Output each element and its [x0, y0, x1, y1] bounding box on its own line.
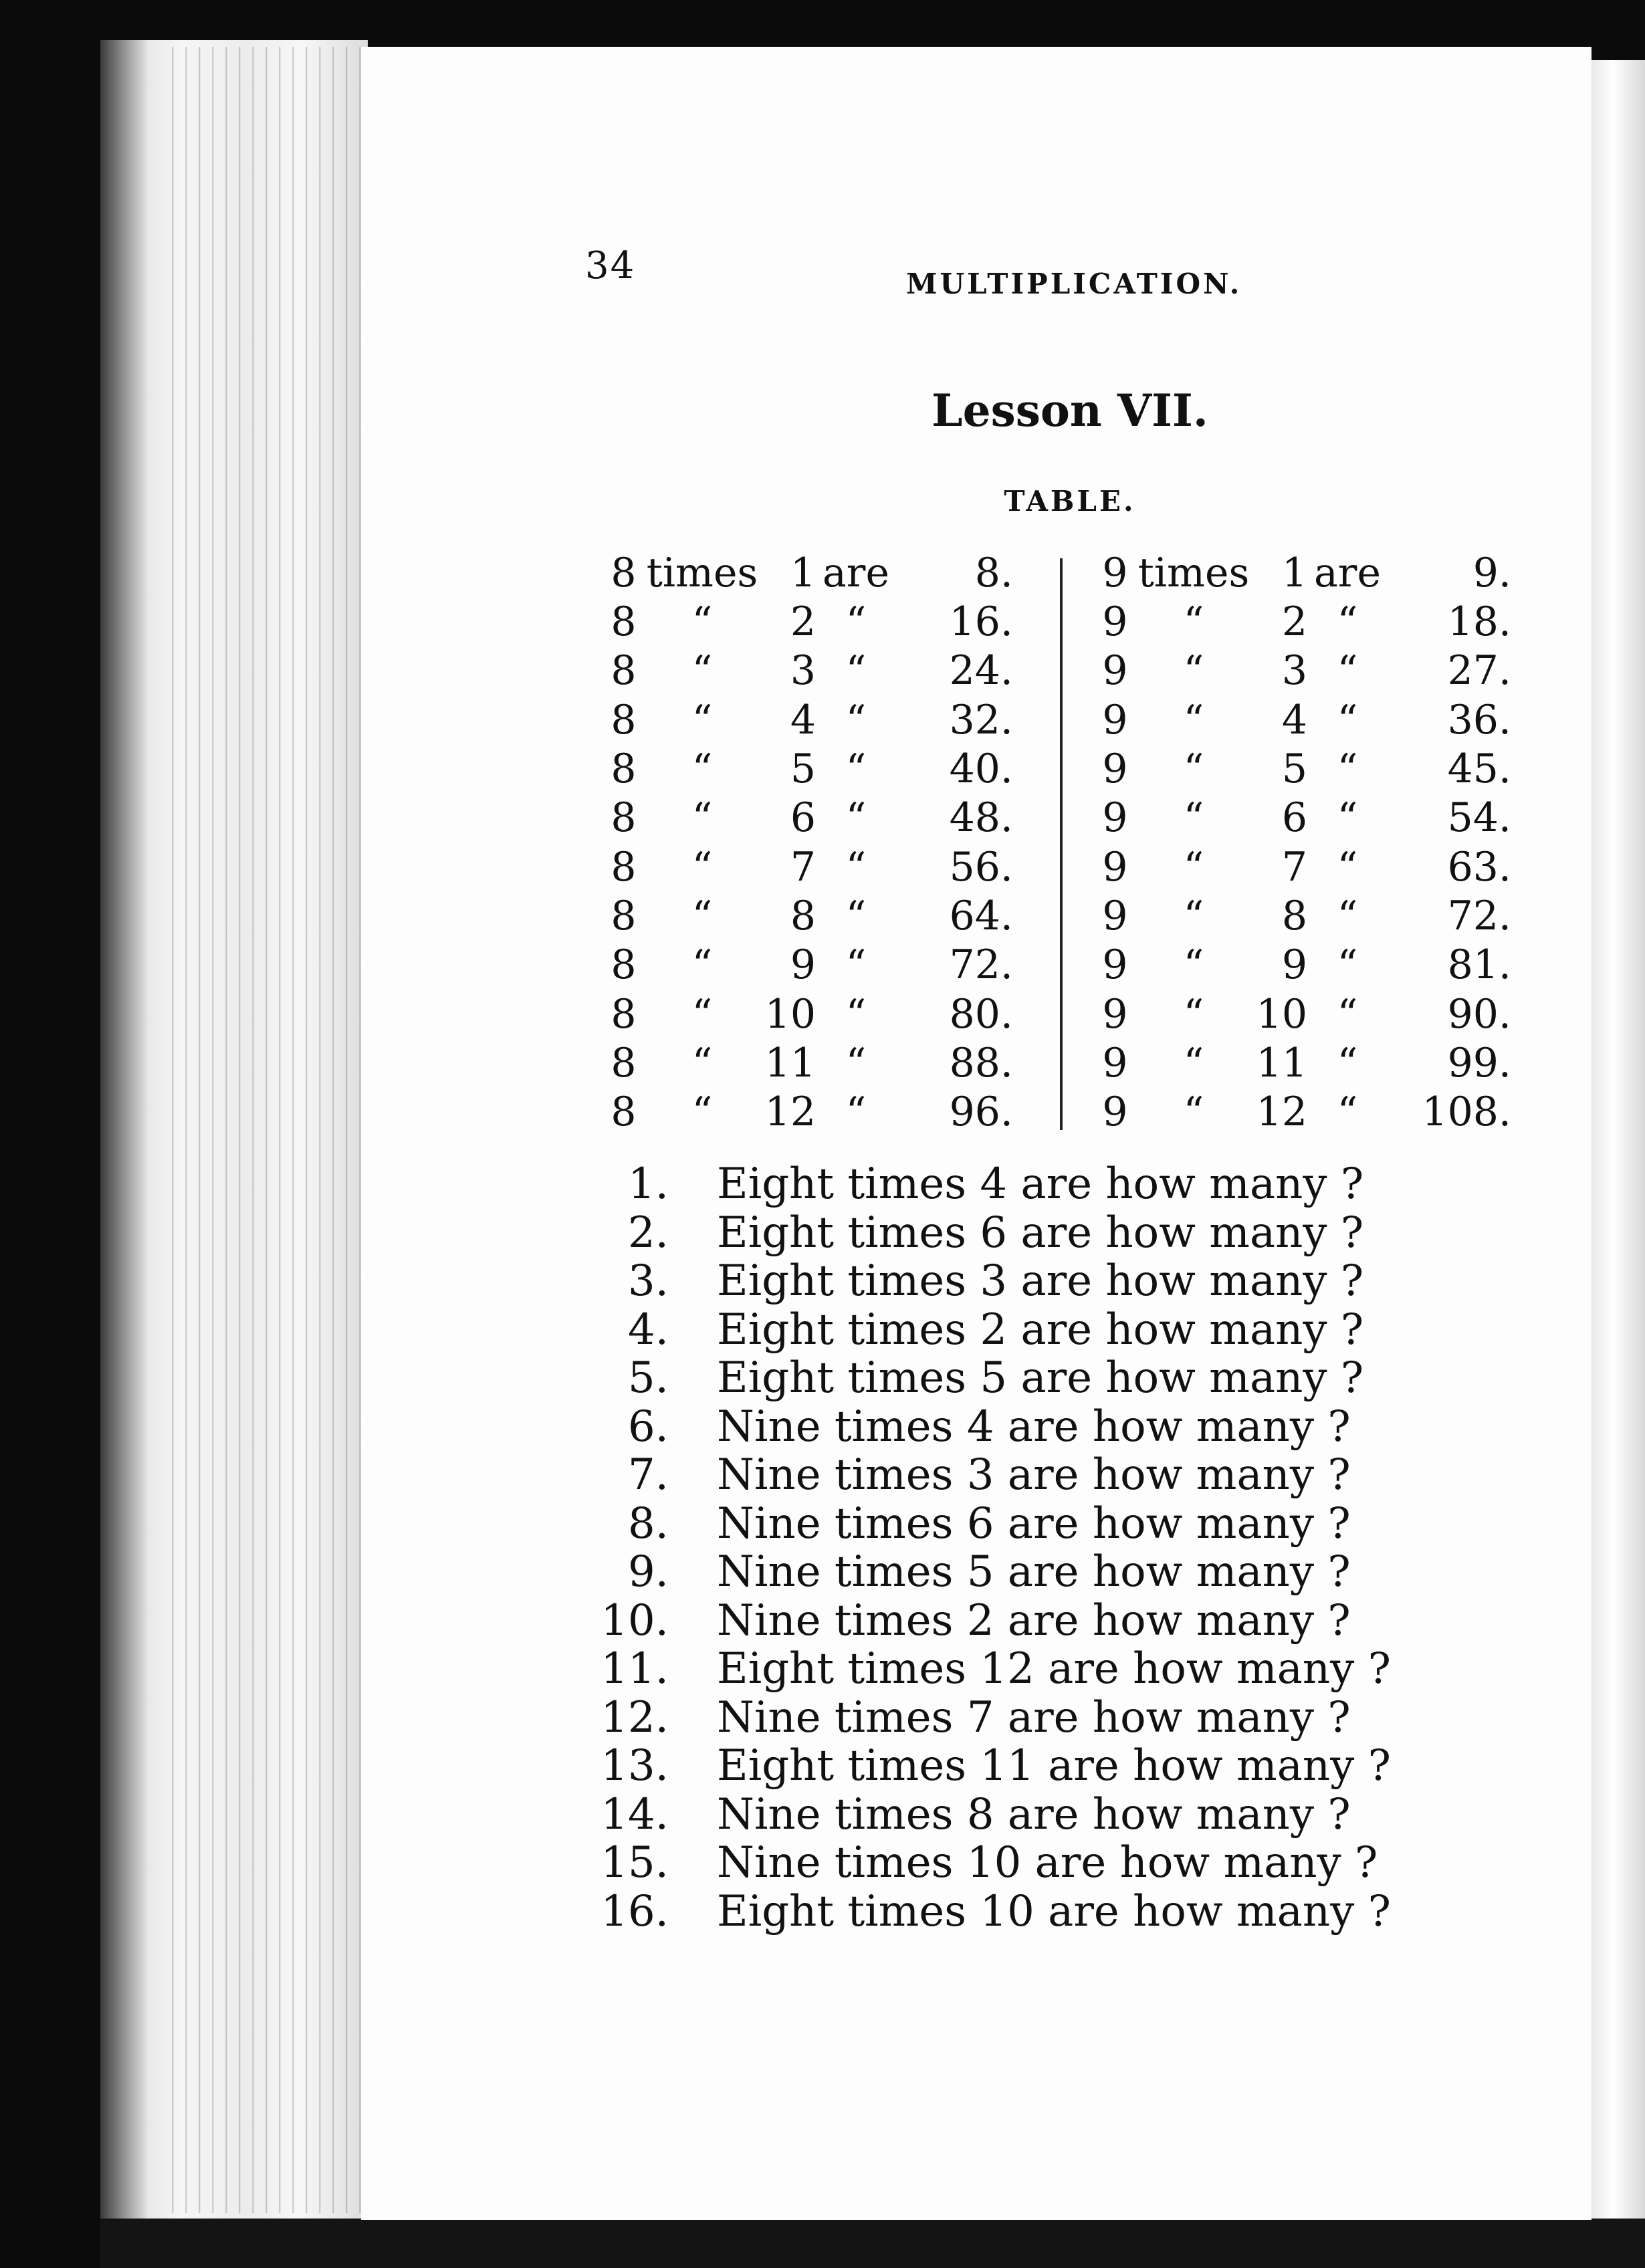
ditto-mark: “ [1337, 696, 1358, 744]
multiplier: 8 [790, 892, 816, 939]
multiplier: 2 [790, 598, 816, 645]
multiplicand: 9 [1102, 745, 1128, 792]
table-row [605, 1038, 1013, 1087]
question-number: 5. [627, 1353, 669, 1403]
product: 8. [974, 549, 1013, 596]
list-item [595, 1209, 1431, 1258]
table-row [1097, 597, 1511, 646]
table-row [1097, 647, 1511, 695]
list-item [595, 1451, 1431, 1500]
multiplier: 7 [790, 843, 816, 891]
question-text: Nine times 5 are how many ? [717, 1547, 1351, 1597]
multiplier: 11 [1256, 1039, 1307, 1087]
product: 36. [1447, 696, 1511, 744]
ditto-mark: “ [1183, 794, 1204, 842]
ditto-mark: “ [1183, 1039, 1204, 1087]
ditto-mark: “ [691, 598, 713, 645]
product: 9. [1472, 549, 1511, 596]
multiplier: 9 [790, 941, 816, 989]
multiplier: 10 [1256, 990, 1307, 1038]
multiplicand: 8 [611, 941, 637, 989]
question-number: 7. [627, 1450, 669, 1500]
product: 108. [1422, 1089, 1511, 1136]
table-row [1097, 794, 1511, 842]
multiplicand: 9 [1102, 598, 1128, 645]
list-item [595, 1791, 1431, 1839]
question-number: 8. [627, 1498, 669, 1549]
multiplier: 9 [1281, 941, 1307, 989]
multiplicand: 9 [1102, 1089, 1128, 1136]
ditto-mark: “ [1337, 892, 1358, 939]
ditto-mark: “ [1337, 1089, 1358, 1136]
product: 90. [1447, 990, 1511, 1038]
ditto-mark: “ [1183, 745, 1204, 792]
multiplier: 4 [1281, 696, 1307, 744]
question-text: Eight times 4 are how many ? [717, 1159, 1364, 1210]
product: 80. [949, 990, 1013, 1038]
list-item [595, 1694, 1431, 1742]
product: 16. [949, 598, 1013, 645]
ditto-mark: “ [845, 1039, 867, 1087]
ditto-mark: “ [1183, 598, 1204, 645]
table-row [605, 695, 1013, 744]
question-text: Eight times 2 are how many ? [717, 1305, 1364, 1355]
ditto-mark: “ [1183, 990, 1204, 1038]
multiplicand: 9 [1102, 990, 1128, 1038]
question-text: Nine times 4 are how many ? [717, 1401, 1351, 1452]
table-row [1097, 695, 1511, 744]
question-number: 1. [627, 1159, 669, 1210]
ditto-mark: “ [845, 647, 867, 695]
are-word: are [822, 549, 889, 596]
product: 63. [1447, 843, 1511, 891]
multiplier: 5 [790, 745, 816, 792]
multiplier: 6 [1281, 794, 1307, 842]
ditto-mark: “ [1183, 941, 1204, 989]
ditto-mark: “ [691, 794, 713, 842]
table-row [605, 1088, 1013, 1137]
ditto-mark: “ [1337, 647, 1358, 695]
question-text: Nine times 2 are how many ? [717, 1595, 1351, 1646]
multiplicand: 9 [1102, 794, 1128, 842]
product: 88. [949, 1039, 1013, 1087]
multiplier: 1 [1281, 549, 1307, 596]
table-row [605, 990, 1013, 1038]
question-number: 15. [600, 1838, 669, 1888]
table-row [605, 647, 1013, 695]
table-divider [1060, 558, 1063, 1130]
list-item [595, 1160, 1431, 1209]
question-text: Eight times 12 are how many ? [717, 1644, 1391, 1694]
ditto-mark: “ [1183, 843, 1204, 891]
ditto-mark: “ [691, 745, 713, 792]
multiplicand: 8 [611, 598, 637, 645]
table-row [1097, 891, 1511, 940]
multiplicand: 8 [611, 696, 637, 744]
ditto-mark: “ [845, 892, 867, 939]
ditto-mark: “ [691, 647, 713, 695]
product: 64. [949, 892, 1013, 939]
multiplicand: 9 [1102, 647, 1128, 695]
multiplier: 3 [1281, 647, 1307, 695]
ditto-mark: “ [1183, 892, 1204, 939]
nine-times-table [1097, 548, 1511, 1137]
multiplier: 12 [1256, 1089, 1307, 1136]
multiplicand: 8 [611, 843, 637, 891]
ditto-mark: “ [1183, 696, 1204, 744]
ditto-mark: “ [1183, 647, 1204, 695]
ditto-mark: “ [1337, 843, 1358, 891]
table-row [1097, 1088, 1511, 1137]
multiplicand: 8 [611, 647, 637, 695]
question-text: Nine times 3 are how many ? [717, 1450, 1351, 1500]
times-word: times [646, 549, 758, 596]
product: 81. [1447, 941, 1511, 989]
lesson-title: Lesson VII. [931, 384, 1208, 437]
ditto-mark: “ [845, 941, 867, 989]
multiplier: 11 [764, 1039, 816, 1087]
ditto-mark: “ [1337, 941, 1358, 989]
product: 18. [1447, 598, 1511, 645]
multiplier: 8 [1281, 892, 1307, 939]
multiplicand: 9 [1102, 941, 1128, 989]
multiplicand: 8 [611, 794, 637, 842]
product: 99. [1447, 1039, 1511, 1087]
book-bottom-edge [100, 2219, 1645, 2268]
multiplier: 2 [1281, 598, 1307, 645]
are-word: are [1314, 549, 1381, 596]
ditto-mark: “ [691, 892, 713, 939]
product: 27. [1447, 647, 1511, 695]
list-item [595, 1645, 1431, 1694]
list-item [595, 1257, 1431, 1306]
ditto-mark: “ [1337, 598, 1358, 645]
multiplicand: 9 [1102, 1039, 1128, 1087]
list-item [595, 1839, 1431, 1888]
ditto-mark: “ [845, 794, 867, 842]
table-row [1097, 842, 1511, 891]
question-text: Nine times 7 are how many ? [717, 1692, 1351, 1742]
question-text: Eight times 3 are how many ? [717, 1256, 1364, 1307]
ditto-mark: “ [845, 843, 867, 891]
page-stack [160, 47, 361, 2213]
product: 72. [1447, 892, 1511, 939]
question-list [595, 1160, 1431, 1936]
table-row [605, 842, 1013, 891]
question-text: Nine times 10 are how many ? [717, 1838, 1378, 1888]
ditto-mark: “ [691, 1089, 713, 1136]
ditto-mark: “ [691, 696, 713, 744]
table-label: TABLE. [1004, 485, 1136, 518]
list-item [595, 1548, 1431, 1597]
question-number: 3. [627, 1256, 669, 1307]
ditto-mark: “ [691, 941, 713, 989]
multiplier: 12 [764, 1089, 816, 1136]
times-word: times [1137, 549, 1250, 596]
question-text: Nine times 8 are how many ? [717, 1789, 1351, 1839]
question-number: 2. [627, 1208, 669, 1258]
multiplicand: 8 [611, 549, 637, 596]
list-item [595, 1354, 1431, 1403]
table-row [1097, 1038, 1511, 1087]
question-number: 16. [600, 1886, 669, 1936]
ditto-mark: “ [1183, 1089, 1204, 1136]
product: 45. [1447, 745, 1511, 792]
eight-times-table [605, 548, 1013, 1137]
page-number: 34 [585, 244, 636, 288]
product: 54. [1447, 794, 1511, 842]
multiplier: 7 [1281, 843, 1307, 891]
question-number: 10. [600, 1595, 669, 1646]
question-number: 11. [600, 1644, 669, 1694]
ditto-mark: “ [845, 745, 867, 792]
ditto-mark: “ [845, 1089, 867, 1136]
product: 96. [949, 1089, 1013, 1136]
list-item [595, 1742, 1431, 1791]
book-right-edge [1592, 60, 1645, 2227]
ditto-mark: “ [691, 843, 713, 891]
ditto-mark: “ [1337, 1039, 1358, 1087]
product: 40. [949, 745, 1013, 792]
multiplicand: 8 [611, 1039, 637, 1087]
running-head: MULTIPLICATION. [906, 267, 1242, 300]
table-row [1097, 990, 1511, 1038]
table-row [605, 794, 1013, 842]
question-number: 9. [627, 1547, 669, 1597]
table-row [605, 941, 1013, 990]
product: 32. [949, 696, 1013, 744]
multiplier: 6 [790, 794, 816, 842]
table-row [605, 744, 1013, 793]
ditto-mark: “ [1337, 990, 1358, 1038]
multiplicand: 8 [611, 892, 637, 939]
ditto-mark: “ [691, 1039, 713, 1087]
product: 24. [949, 647, 1013, 695]
multiplier: 5 [1281, 745, 1307, 792]
question-number: 13. [600, 1741, 669, 1791]
multiplier: 1 [790, 549, 816, 596]
question-text: Eight times 11 are how many ? [717, 1741, 1391, 1791]
multiplicand: 9 [1102, 696, 1128, 744]
list-item [595, 1500, 1431, 1549]
list-item [595, 1888, 1431, 1936]
question-number: 12. [600, 1692, 669, 1742]
ditto-mark: “ [1337, 745, 1358, 792]
question-number: 4. [627, 1305, 669, 1355]
ditto-mark: “ [845, 598, 867, 645]
question-number: 6. [627, 1401, 669, 1452]
multiplicand: 9 [1102, 892, 1128, 939]
question-text: Eight times 6 are how many ? [717, 1208, 1364, 1258]
question-number: 14. [600, 1789, 669, 1839]
ditto-mark: “ [1337, 794, 1358, 842]
multiplier: 3 [790, 647, 816, 695]
table-row [1097, 548, 1511, 597]
multiplicand: 9 [1102, 549, 1128, 596]
multiplier: 4 [790, 696, 816, 744]
product: 48. [949, 794, 1013, 842]
multiplicand: 8 [611, 745, 637, 792]
ditto-mark: “ [845, 696, 867, 744]
product: 72. [949, 941, 1013, 989]
multiplicand: 9 [1102, 843, 1128, 891]
multiplicand: 8 [611, 990, 637, 1038]
table-row [605, 548, 1013, 597]
list-item [595, 1597, 1431, 1646]
list-item [595, 1306, 1431, 1355]
table-row [605, 597, 1013, 646]
product: 56. [949, 843, 1013, 891]
multiplicand: 8 [611, 1089, 637, 1136]
multiplier: 10 [764, 990, 816, 1038]
question-text: Eight times 5 are how many ? [717, 1353, 1364, 1403]
question-text: Nine times 6 are how many ? [717, 1498, 1351, 1549]
table-row [605, 891, 1013, 940]
question-text: Eight times 10 are how many ? [717, 1886, 1391, 1936]
table-row [1097, 744, 1511, 793]
ditto-mark: “ [691, 990, 713, 1038]
ditto-mark: “ [845, 990, 867, 1038]
list-item [595, 1403, 1431, 1452]
table-row [1097, 941, 1511, 990]
